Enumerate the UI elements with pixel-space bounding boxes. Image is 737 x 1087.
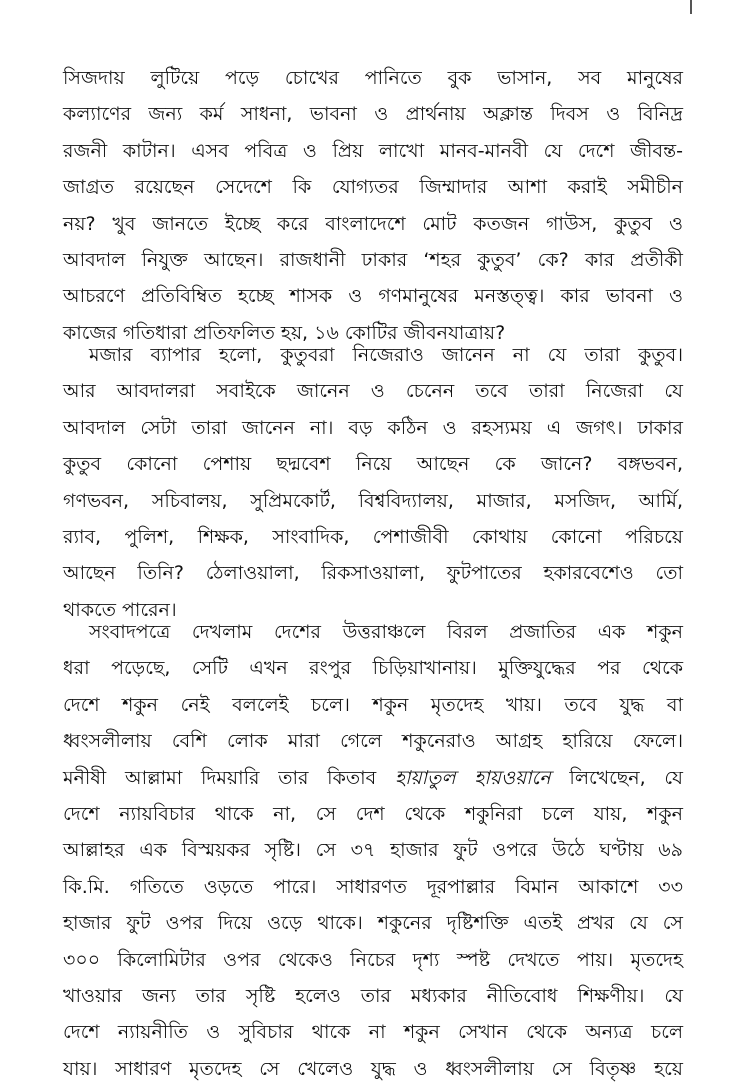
text-line: যায়। সাধারণ মৃতদেহ সে খেলেও যুদ্ধ ও ধ্বংসলীলায় সে বিতৃষ্ণ হয়ে: [63, 1057, 683, 1080]
text-line: দেশে শকুন নেই বললেই চলে। শকুন মৃতদেহ খায়। তবে যুদ্ধ বা: [63, 693, 683, 716]
text-line: থাকতে পারেন।: [63, 598, 177, 621]
text-line: সংবাদপত্রে দেখলাম দেশের উত্তরাঞ্চলে বিরল প্রজাতির এক শকুন: [89, 621, 683, 643]
text-line: ধরা পড়েছে, সেটি এখন রংপুর চিড়িয়াখানায়। মুক্তিযুদ্ধের পর থেকে: [63, 657, 683, 680]
text-line-with-book-title: [63, 760, 683, 796]
text-line: আল্লাহর এক বিস্ময়কর সৃষ্টি। সে ৩৭ হাজার ফুট ওপরে উঠে ঘণ্টায় ৬৯: [63, 839, 683, 862]
book-title-italic: হায়াতুল হায়ওয়ানে: [394, 766, 551, 789]
text-line: আর আবদালরা সবাইকে জানেন ও চেনেন তবে তারা নিজেরা যে: [63, 380, 683, 403]
text-line: দেশে ন্যায়নীতি ও সুবিচার থাকে না শকুন সেখান থেকে অন্যত্র চলে: [63, 1021, 683, 1044]
text-line: আচরণে প্রতিবিম্বিত হচ্ছে শাসক ও গণমানুষের মনস্তত্ত্ব। কার ভাবনা ও: [63, 285, 683, 308]
text-line: ৩০০ কিলোমিটার ওপর থেকেও নিচের দৃশ্য স্পষ্ট দেখতে পায়। মৃতদেহ: [63, 948, 683, 971]
text-line: র‍্যাব, পুলিশ, শিক্ষক, সাংবাদিক, পেশাজীবী কোথায় কোনো পরিচয়ে: [63, 525, 683, 548]
text-line: নয়? খুব জানতে ইচ্ছে করে বাংলাদেশে মোট কতজন গাউস, কুতুব ও: [63, 212, 683, 235]
text-line: কি.মি. গতিতে ওড়তে পারে। সাধারণত দূরপাল্লার বিমান আকাশে ৩৩: [63, 875, 683, 898]
text-line: সিজদায় লুটিয়ে পড়ে চোখের পানিতে বুক ভাসান, সব মানুষের: [63, 67, 683, 89]
text-run: মনীষী আল্লামা দিময়ারি তার কিতাব: [63, 766, 395, 789]
text-line: ধ্বংসলীলায় বেশি লোক মারা গেলে শকুনেরাও আগ্রহ হারিয়ে ফেলে।: [63, 730, 683, 753]
text-line: জাগ্রত রয়েছেন সেদেশে কি যোগ্যতর জিম্মাদার আশা করাই সমীচীন: [63, 176, 683, 199]
text-run: লিখেছেন, যে: [550, 766, 683, 789]
text-line: কাজের গতিধারা প্রতিফলিত হয়, ১৬ কোটির জীবনযাত্রায়?: [63, 321, 506, 344]
text-line: মজার ব্যাপার হলো, কুতুবরা নিজেরাও জানেন না যে তারা কুতুব।: [89, 344, 683, 366]
text-line: আবদাল নিযুক্ত আছেন। রাজধানী ঢাকার ‘শহর কুতুব’ কে? কার প্রতীকী: [63, 248, 683, 271]
paragraph-2: [63, 337, 683, 628]
text-line: আছেন তিনি? ঠেলাওয়ালা, রিকসাওয়ালা, ফুটপাতের হকারবেশেও তো: [63, 562, 683, 585]
text-line: দেশে ন্যায়বিচার থাকে না, সে দেশ থেকে শকুনিরা চলে যায়, শকুন: [63, 802, 683, 825]
page-edge-mark: [690, 0, 692, 14]
text-line: কল্যাণের জন্য কর্ম সাধনা, ভাবনা ও প্রার্থনায় অক্লান্ত দিবস ও বিনিদ্র: [63, 103, 683, 126]
text-line: কুতুব কোনো পেশায় ছদ্মবেশ নিয়ে আছেন কে জানে? বঙ্গভবন,: [63, 453, 683, 476]
text-line: খাওয়ার জন্য তার সৃষ্টি হলেও তার মধ্যকার নীতিবোধ শিক্ষণীয়। যে: [63, 984, 683, 1007]
text-line: আবদাল সেটা তারা জানেন না। বড় কঠিন ও রহস্যময় এ জগৎ। ঢাকার: [63, 416, 683, 439]
text-line: রজনী কাটান। এসব পবিত্র ও প্রিয় লাখো মানব-মানবী যে দেশে জীবন্ত-: [63, 139, 683, 162]
paragraph-1: [63, 60, 683, 351]
text-line: গণভবন, সচিবালয়, সুপ্রিমকোর্ট, বিশ্ববিদ্যালয়, মাজার, মসজিদ, আর্মি,: [63, 489, 683, 512]
text-line: হাজার ফুট ওপর দিয়ে ওড়ে থাকে। শকুনের দৃষ্টিশক্তি এতই প্রখর যে সে: [63, 912, 683, 935]
paragraph-3: [63, 614, 683, 1087]
